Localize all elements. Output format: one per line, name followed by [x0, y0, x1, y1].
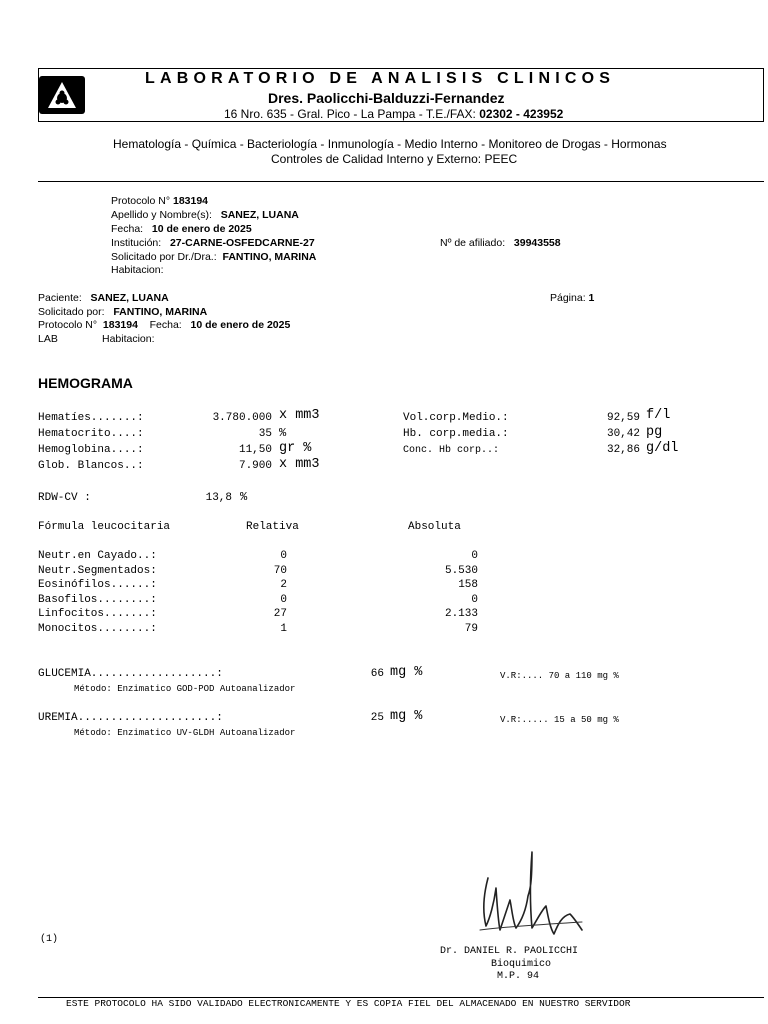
room-label: Habitacion:: [111, 264, 164, 276]
formula-row-relative: 2: [280, 579, 287, 591]
patient-name-2: SANEZ, LUANA: [90, 292, 169, 304]
formula-title: Fórmula leucocitaria: [38, 521, 171, 533]
hemo-label: Glob. Blancos..:: [38, 460, 144, 472]
lab-logo-icon: [39, 76, 85, 114]
specialties-line-1: Hematología - Química - Bacteriología - Inmunología - Medio Interno - Monitoreo de Drogas - Hormonas: [113, 137, 667, 151]
hemo-unit: gr %: [279, 441, 312, 456]
protocol-row: [111, 195, 208, 207]
hemo-label: Hemoglobina....:: [38, 444, 144, 456]
formula-row-relative: 70: [273, 565, 287, 577]
hemo-index-label: Conc. Hb corp..:: [403, 445, 500, 456]
hemo-value: 7.900: [238, 460, 272, 472]
date-label-2: Fecha:: [149, 319, 182, 331]
date-label: Fecha:: [111, 223, 144, 235]
test-method: Método: Enzimatico UV-GLDH Autoanalizador: [74, 728, 296, 738]
protocol-row-2: [38, 319, 290, 331]
name-row: [111, 209, 299, 221]
formula-row-label: Eosinófilos......:: [38, 579, 157, 591]
hemo-index-value: 92,59: [606, 412, 640, 424]
test-unit: mg %: [390, 709, 423, 724]
formula-col-absolute: Absoluta: [408, 521, 461, 533]
rdw-label: RDW-CV :: [38, 492, 91, 504]
test-reference: V.R:.... 70 a 110 mg %: [500, 671, 619, 681]
patient-name: SANEZ, LUANA: [220, 209, 299, 221]
requested-by: FANTINO, MARINA: [222, 251, 317, 263]
formula-row-label: Monocitos........:: [38, 623, 157, 635]
section-title-hemograma: HEMOGRAMA: [38, 375, 133, 391]
formula-row-absolute: 5.530: [444, 565, 478, 577]
signer-name: Dr. DANIEL R. PAOLICCHI: [440, 946, 579, 957]
footer-validation-text: ESTE PROTOCOLO HA SIDO VALIDADO ELECTRONICAMENTE Y ES COPIA FIEL DEL ALMACENADO EN NUESTRO SERVIDOR: [66, 998, 631, 1009]
test-value: 25: [370, 712, 384, 724]
affiliate-number: 39943558: [513, 237, 561, 249]
requested-label: Solicitado por Dr./Dra.:: [111, 251, 217, 263]
footnote-marker: (1): [40, 934, 59, 945]
protocol-date: 10 de enero de 2025: [151, 223, 252, 235]
test-value: 66: [370, 668, 384, 680]
hemo-unit: x mm3: [279, 457, 320, 472]
hemo-index-value: 32,86: [606, 444, 640, 456]
hemo-index-label: Vol.corp.Medio.:: [403, 412, 509, 424]
formula-row-absolute: 0: [471, 550, 478, 562]
formula-row-relative: 1: [280, 623, 287, 635]
formula-row-label: Basofilos........:: [38, 594, 157, 606]
room-label-2: Habitacion:: [102, 333, 155, 345]
hemo-index-unit: g/dl: [646, 441, 679, 456]
signature-image: [470, 848, 590, 948]
institution-label: Institución:: [111, 237, 162, 249]
requested-row: [111, 251, 316, 263]
requested-label-2: Solicitado por:: [38, 306, 105, 318]
lab-row: [38, 333, 58, 345]
date-row: [111, 223, 252, 235]
formula-row-absolute: 2.133: [444, 608, 478, 620]
name-label: Apellido y Nombre(s):: [111, 209, 212, 221]
lab-phone: 02302 - 423952: [479, 107, 564, 121]
affiliate-row: [440, 237, 561, 249]
date-2: 10 de enero de 2025: [190, 319, 291, 331]
requested-by-2: FANTINO, MARINA: [113, 306, 208, 318]
hemo-index-unit: pg: [646, 425, 663, 440]
protocol-number-2: 183194: [102, 319, 138, 331]
address-text: 16 Nro. 635 - Gral. Pico - La Pampa - T.E./FAX:: [224, 107, 480, 121]
rdw-value: 13,8: [205, 492, 232, 504]
test-label: UREMIA.....................:: [38, 712, 223, 724]
formula-row-absolute: 158: [458, 579, 478, 591]
institution-row: [111, 237, 315, 249]
protocol-number: 183194: [172, 195, 209, 207]
hemo-index-unit: f/l: [646, 408, 671, 423]
patient-label: Paciente:: [38, 292, 82, 304]
signer-title: Bioquimico: [491, 959, 552, 970]
lab-address: [224, 107, 563, 121]
test-unit: mg %: [390, 665, 423, 680]
formula-row-relative: 0: [280, 594, 287, 606]
formula-row-relative: 0: [280, 550, 287, 562]
formula-row-absolute: 79: [464, 623, 478, 635]
specialties-line-2: Controles de Calidad Interno y Externo: PEEC: [271, 152, 518, 166]
hemo-label: Hematíes.......:: [38, 412, 144, 424]
hemo-unit: x mm3: [279, 408, 320, 423]
protocol-label: Protocolo N°: [111, 195, 171, 207]
test-method: Método: Enzimatico GOD-POD Autoanalizador: [74, 684, 296, 694]
page-label: Página:: [550, 292, 586, 304]
patient-row: [38, 292, 169, 304]
lab-name: LABORATORIO DE ANALISIS CLINICOS: [145, 70, 616, 87]
page-number: 1: [588, 292, 595, 304]
signer-license: M.P. 94: [497, 971, 540, 982]
hemo-value: 35: [258, 428, 272, 440]
institution-value: 27-CARNE-OSFEDCARNE-27: [169, 237, 315, 249]
hemo-value: 3.780.000: [212, 412, 272, 424]
hemo-index-value: 30,42: [606, 428, 640, 440]
hemo-index-label: Hb. corp.media.:: [403, 428, 509, 440]
formula-row-label: Linfocitos.......:: [38, 608, 157, 620]
formula-row-label: Neutr.en Cayado..:: [38, 550, 157, 562]
hemo-label: Hematocrito....:: [38, 428, 144, 440]
rdw-unit: %: [240, 490, 248, 504]
test-reference: V.R:..... 15 a 50 mg %: [500, 715, 619, 725]
lab-code: LAB: [38, 333, 58, 345]
formula-row-label: Neutr.Segmentados:: [38, 565, 157, 577]
lab-doctors: Dres. Paolicchi-Balduzzi-Fernandez: [268, 90, 505, 106]
test-label: GLUCEMIA...................:: [38, 668, 223, 680]
formula-col-relative: Relativa: [246, 521, 299, 533]
hemo-unit: %: [279, 426, 287, 440]
formula-row-relative: 27: [273, 608, 287, 620]
protocol-label-2: Protocolo N°: [38, 319, 98, 331]
hemo-value: 11,50: [238, 444, 272, 456]
header-divider: [38, 181, 764, 182]
affiliate-label: Nº de afiliado:: [440, 237, 506, 249]
formula-row-absolute: 0: [471, 594, 478, 606]
requested-row-2: [38, 306, 207, 318]
page-row: [550, 292, 594, 304]
